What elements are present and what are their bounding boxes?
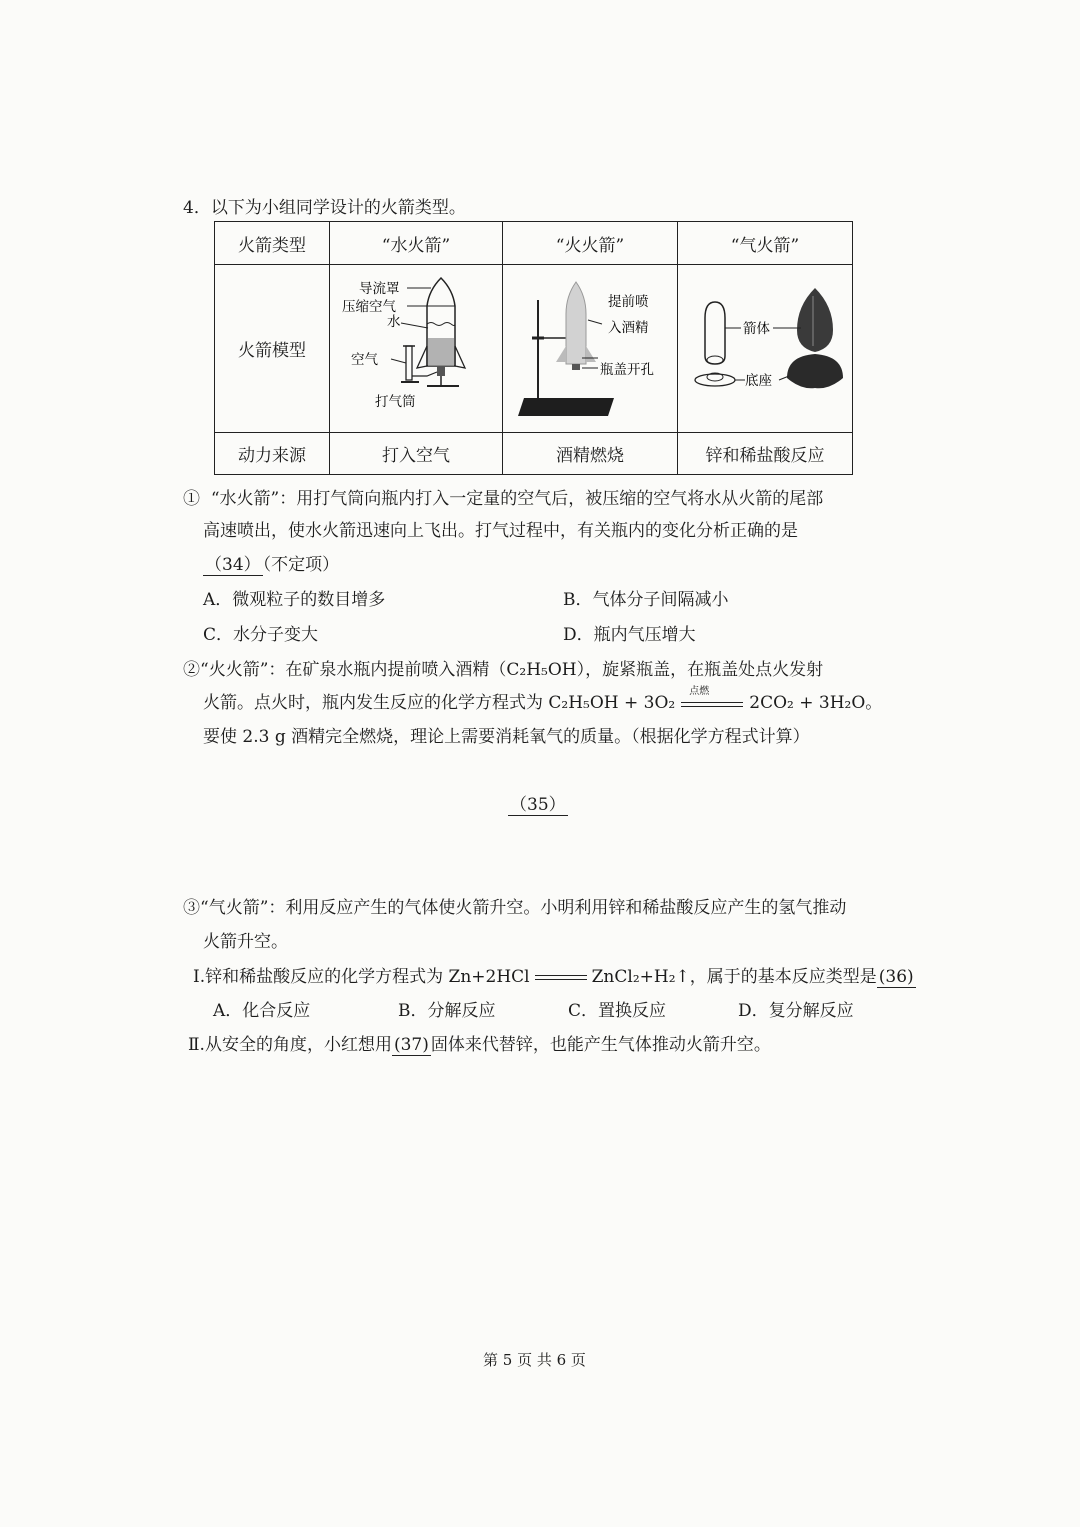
header-cell: “气火箭” <box>678 222 853 265</box>
option-a: A．微观粒子的数目增多 <box>203 590 386 610</box>
label-pump: 打气筒 <box>375 394 416 410</box>
part2-text2: 火箭。点火时，瓶内发生反应的化学方程式为 <box>203 693 543 713</box>
reaction-arrow <box>681 685 743 714</box>
part1-text1: “水火箭”：用打气筒向瓶内打入一定量的空气后，被压缩的空气将水从火箭的尾部 <box>210 489 824 509</box>
part2-marker: ② <box>183 660 200 680</box>
label-base: 底座 <box>745 373 772 389</box>
question-header <box>183 193 466 218</box>
fire-rocket-cell <box>503 265 678 433</box>
table-header-row <box>215 222 853 265</box>
label-compressed-air: 压缩空气 <box>342 299 396 315</box>
label-spray-1: 提前喷 <box>608 294 649 310</box>
row-label-model: 火箭模型 <box>215 265 330 433</box>
option-d: D．瓶内气压增大 <box>563 625 696 645</box>
part1-line1 <box>183 484 823 509</box>
part3-option-d: D．复分解反应 <box>738 1001 854 1021</box>
header-cell: “水火箭” <box>330 222 503 265</box>
blank-36: (36) <box>878 967 914 987</box>
part3-sub2 <box>188 1030 771 1055</box>
part3-option-c: C．置换反应 <box>568 1001 667 1021</box>
option-c: C．水分子变大 <box>203 625 319 645</box>
row-label-power: 动力来源 <box>215 433 330 475</box>
header-cell: “火火箭” <box>503 222 678 265</box>
sub2-pre: Ⅱ.从安全的角度，小红想用 <box>188 1035 392 1055</box>
part3-text2: 火箭升空。 <box>203 932 288 952</box>
part2-line2 <box>203 685 883 714</box>
reaction-condition: 点燃 <box>689 685 710 697</box>
label-cap: 瓶盖开孔 <box>600 362 654 378</box>
water-rocket-diagram <box>331 266 501 426</box>
water-rocket-cell <box>330 265 503 433</box>
part3-line1 <box>183 893 846 918</box>
power-cell: 打入空气 <box>330 433 503 475</box>
table-model-row <box>215 265 853 433</box>
equation-products: 2CO₂ + 3H₂O。 <box>749 693 883 713</box>
blank-34: （34） <box>205 555 261 575</box>
part3-option-a: A．化合反应 <box>213 1001 311 1021</box>
part1-note: （不定项） <box>262 555 340 575</box>
part3-option-b: B．分解反应 <box>398 1001 496 1021</box>
power-cell: 酒精燃烧 <box>503 433 678 475</box>
part3-text1: “气火箭”：利用反应产生的气体使火箭升空。小明利用锌和稀盐酸反应产生的氢气推动 <box>200 898 847 918</box>
blank-37: (37) <box>393 1035 429 1055</box>
part1-text2: 高速喷出，使水火箭迅速向上飞出。打气过程中，有关瓶内的变化分析正确的是 <box>203 521 798 541</box>
equation-reactants: C₂H₅OH + 3O₂ <box>548 693 676 713</box>
question-number: 4． <box>183 198 211 218</box>
power-cell: 锌和稀盐酸反应 <box>678 433 853 475</box>
gas-rocket-cell <box>678 265 853 433</box>
label-air: 空气 <box>351 352 378 368</box>
table-power-row <box>215 433 853 475</box>
label-body: 箭体 <box>743 321 770 337</box>
question-intro: 以下为小组同学设计的火箭类型。 <box>210 198 466 218</box>
page-footer: 第 5 页 共 6 页 <box>483 1351 586 1369</box>
sub2-post: 固体来代替锌，也能产生气体推动火箭升空。 <box>430 1035 771 1055</box>
part3-sub1 <box>193 962 916 987</box>
gas-rocket-diagram <box>679 266 851 426</box>
option-b: B．气体分子间隔减小 <box>563 590 729 610</box>
part1-marker: ① <box>183 489 200 509</box>
blank-35-text: （35） <box>510 795 566 815</box>
label-spray-2: 入酒精 <box>608 320 649 336</box>
part1-line3 <box>203 550 339 575</box>
part2-line1 <box>183 655 823 680</box>
label-fairing: 导流罩 <box>359 281 400 297</box>
fire-rocket-diagram <box>504 266 676 426</box>
part2-text3: 要使 2.3 g 酒精完全燃烧，理论上需要消耗氧气的质量。（根据化学方程式计算） <box>203 727 810 747</box>
sub1-text: I.锌和稀盐酸反应的化学方程式为 Zn+2HCl <box>193 967 530 987</box>
rocket-table <box>214 221 853 475</box>
blank-35 <box>508 790 568 815</box>
equation-equals <box>535 973 587 983</box>
part3-marker: ③ <box>183 898 200 918</box>
label-water: 水 <box>387 314 401 330</box>
sub1-products: ZnCl₂+H₂↑，属于的基本反应类型是 <box>591 967 877 987</box>
part2-text1: “火火箭”：在矿泉水瓶内提前喷入酒精（C₂H₅OH），旋紧瓶盖，在瓶盖处点火发射 <box>200 660 824 680</box>
header-cell: 火箭类型 <box>215 222 330 265</box>
